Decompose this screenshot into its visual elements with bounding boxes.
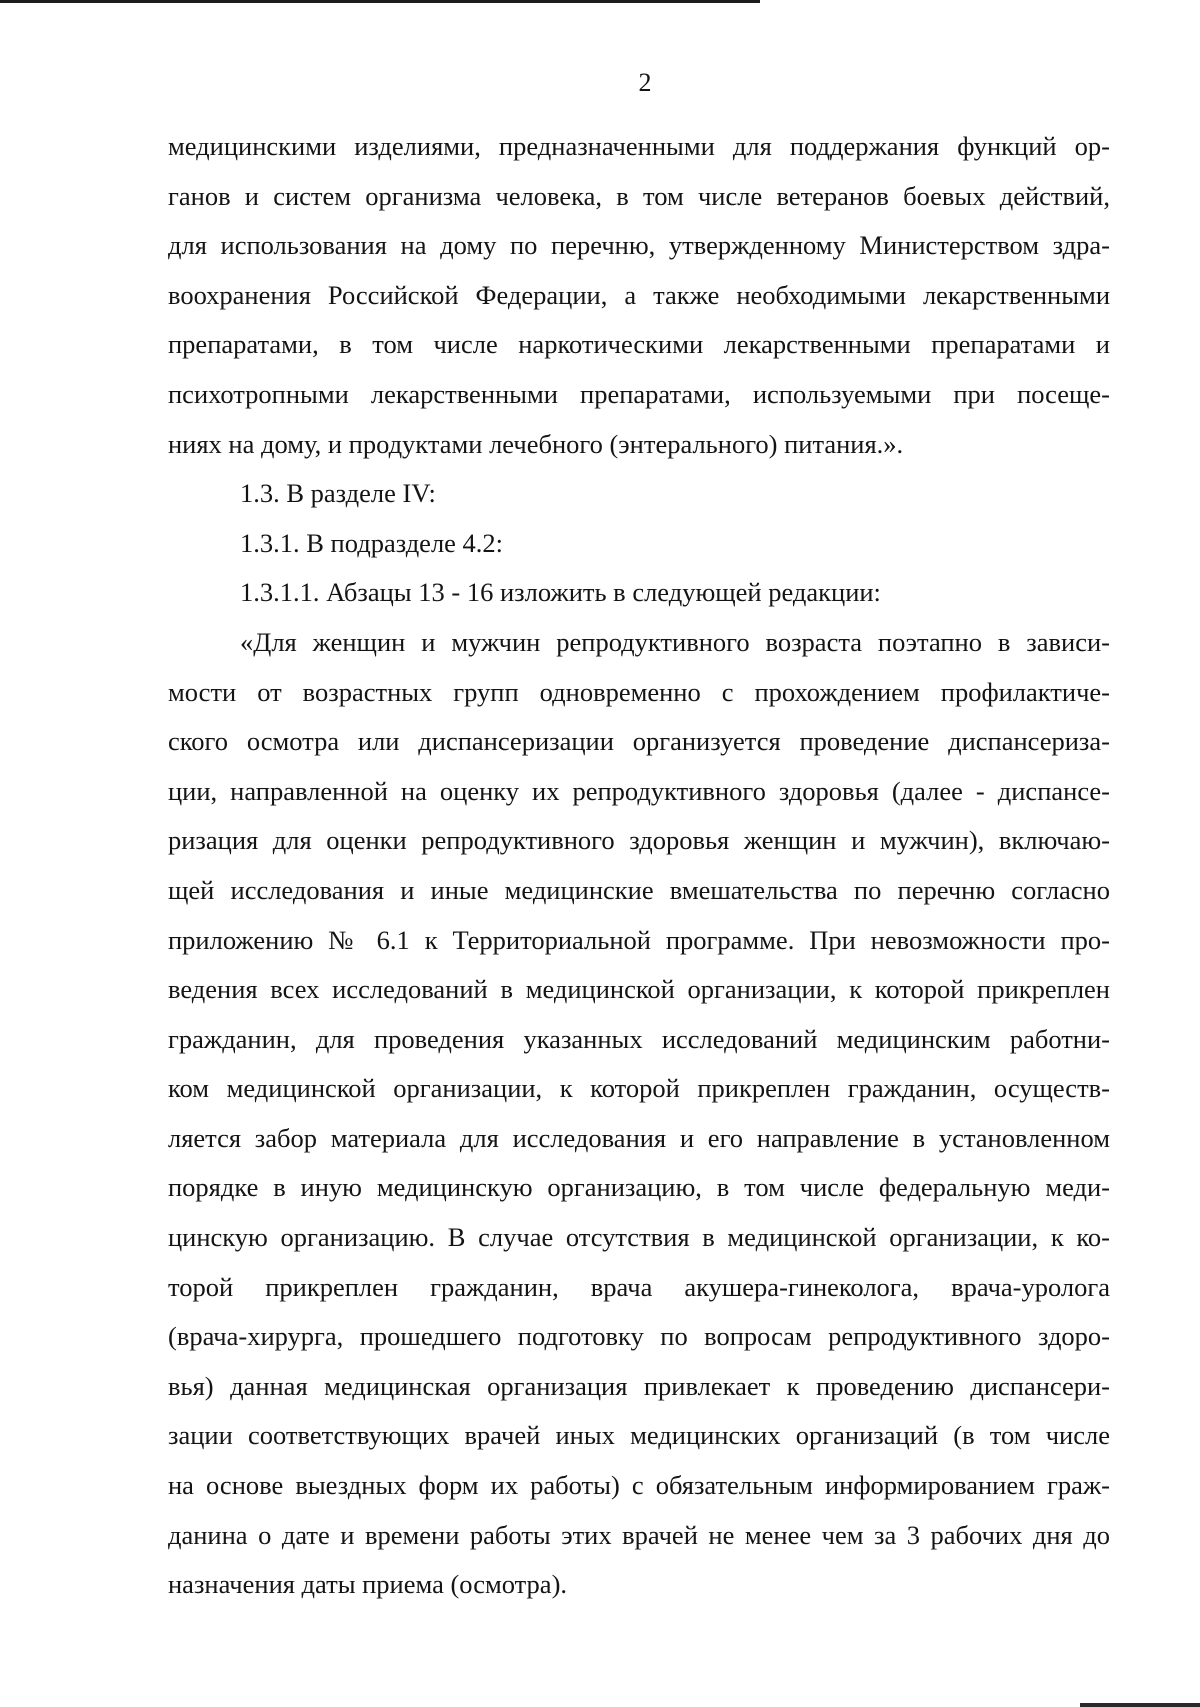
page-number: 2 — [638, 68, 652, 97]
text-line: ком медицинской организации, к которой прикреплен гражданин, осуществ- — [168, 1073, 1110, 1104]
text-line: гражданин, для проведения указанных исследований медицинским работни- — [168, 1023, 1110, 1054]
text-line: порядке в иную медицинскую организацию, в том числе федеральную меди- — [168, 1172, 1110, 1203]
text-line: мости от возрастных групп одновременно с прохождением профилактиче- — [168, 676, 1110, 707]
paragraph — [168, 122, 1110, 469]
text-line: «Для женщин и мужчин репродуктивного возраста поэтапно в зависи- — [240, 626, 1110, 657]
text-line: медицинскими изделиями, предназначенными для поддержания функций ор- — [168, 131, 1110, 161]
text-line: для использования на дому по перечню, утвержденному Министерством здра- — [168, 230, 1110, 261]
text-line: ляется забор материала для исследования и его направление в установленном — [168, 1122, 1110, 1153]
section-heading — [168, 469, 1110, 519]
subsection-heading — [168, 519, 1110, 569]
text-line: препаратами, в том числе наркотическими лекарственными препаратами и — [168, 329, 1110, 360]
paragraph — [168, 618, 1110, 1610]
text-line: на основе выездных форм их работы) с обязательным информированием граж- — [168, 1470, 1110, 1501]
text-line: щей исследования и иные медицинские вмешательства по перечню согласно — [168, 874, 1110, 905]
text-line: психотропными лекарственными препаратами, используемыми при посеще- — [168, 378, 1110, 409]
text-line: данина о дате и времени работы этих врачей не менее чем за 3 рабочих дня до — [168, 1519, 1110, 1550]
text-line: вья) данная медицинская организация привлекает к проведению диспансери- — [168, 1370, 1110, 1401]
document-body — [168, 122, 1110, 1610]
text-line: зации соответствующих врачей иных медицинских организаций (в том числе — [168, 1420, 1110, 1451]
text-line: ского осмотра или диспансеризации организуется проведение диспансериза- — [168, 726, 1110, 757]
text-line: 1.3. В разделе IV: — [240, 478, 436, 509]
text-line: воохранения Российской Федерации, а также необходимыми лекарственными — [168, 279, 1110, 310]
text-line: 1.3.1. В подразделе 4.2: — [240, 527, 504, 558]
text-line: ведения всех исследований в медицинской организации, к которой прикреплен — [168, 974, 1110, 1005]
text-line: приложению № 6.1 к Территориальной программе. При невозможности про- — [168, 924, 1110, 955]
text-line: торой прикреплен гражданин, врача акушера-гинеколога, врача-уролога — [168, 1271, 1110, 1302]
text-line: цинскую организацию. В случае отсутствия в медицинской организации, к ко- — [168, 1222, 1110, 1253]
text-line: ции, направленной на оценку их репродуктивного здоровья (далее - диспансе- — [168, 775, 1110, 806]
text-line: ниях на дому, и продуктами лечебного (энтерального) питания.». — [168, 428, 904, 459]
clause-heading — [168, 568, 1110, 618]
text-line: (врача-хирурга, прошедшего подготовку по вопросам репродуктивного здоро- — [168, 1321, 1110, 1352]
text-line: ризация для оценки репродуктивного здоровья женщин и мужчин), включаю- — [168, 825, 1110, 856]
bottom-scan-border — [1080, 1703, 1200, 1707]
text-line: назначения даты приема (осмотра). — [168, 1569, 568, 1600]
text-line: 1.3.1.1. Абзацы 13 - 16 изложить в следующей редакции: — [240, 577, 881, 608]
top-scan-border — [0, 0, 760, 3]
text-line: ганов и систем организма человека, в том числе ветеранов боевых действий, — [168, 180, 1110, 211]
